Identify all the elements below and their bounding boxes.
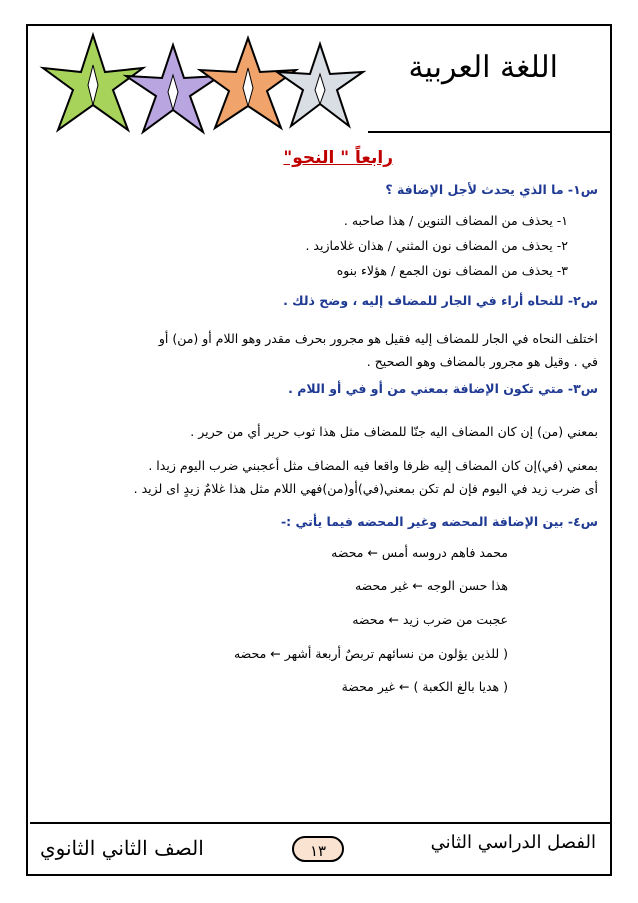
- question-3: س٣- متي تكون الإضافة بمعني من أو في أو اللام .: [288, 381, 598, 396]
- q1-answer-2: ٢- يحذف من المضاف نون المثني / هذان غلامازيد .: [305, 238, 568, 253]
- question-2: س٢- للنحاه أراء في الجار للمضاف إليه ، وضح ذلك .: [283, 293, 598, 308]
- star-icon: [277, 44, 363, 126]
- title-underline: [368, 131, 610, 133]
- q3-answer-2-line-2: أى ضرب زيد في اليوم فإن لم تكن بمعني(في)أو(من)فهي اللام مثل هذا غلامٌ زيدٍ اى لزيد .: [133, 481, 598, 496]
- q1-answer-3: ٣- يحذف من المضاف نون الجمع / هؤلاء بنوه: [336, 263, 568, 278]
- q4-item-2: هذا حسن الوجه ← غير محضه: [354, 578, 508, 593]
- q4-item-4: ( للذين يؤلون من نسائهم تربصٌ أربعة أشهر ← محضه: [233, 646, 508, 661]
- q4-item-1: محمد فاهم دروسه أمس ← محضه: [331, 545, 508, 560]
- footer-divider: [30, 822, 612, 824]
- q2-answer-line-1: اختلف النحاه في الجار للمضاف إليه فقيل هو مجرور بحرف مقدر وهو اللام أو (من) أو: [158, 331, 598, 346]
- page-number-badge: ١٣: [292, 836, 344, 862]
- q4-item-5: ( هديا بالغ الكعبة ) ← غير محضة: [341, 679, 508, 694]
- q4-item-3: عجبت من ضرب زيد ← محضه: [352, 612, 508, 627]
- q2-answer-line-2: في . وقيل هو مجرور بالمضاف وهو الصحيح .: [366, 354, 598, 369]
- question-1: س١- ما الذي يحدث لأجل الإضافة ؟: [385, 182, 598, 197]
- section-title: رابعاً " النحو": [283, 148, 393, 168]
- q3-answer-1: بمعني (من) إن كان المضاف اليه جنّا للمضاف مثل هذا ثوب حرير أي من حرير .: [190, 424, 598, 439]
- q1-answer-1: ١- يحذف من المضاف التنوين / هذا صاحبه .: [343, 213, 568, 228]
- star-icon: [43, 35, 143, 130]
- star-icon: [126, 45, 220, 132]
- subject-title: اللغة العربية: [408, 50, 558, 85]
- q3-answer-2-line-1: بمعني (في)إن كان المضاف إليه ظرفا واقعا فيه المضاف مثل أعجبني ضرب اليوم زيدا .: [148, 458, 598, 473]
- stars-decoration: [38, 30, 378, 140]
- footer-term: الفصل الدراسي الثاني: [430, 832, 596, 853]
- question-4: س٤- بين الإضافة المحضه وغير المحضه فيما يأتي :-: [280, 514, 598, 529]
- footer-grade: الصف الثاني الثانوي: [40, 836, 204, 860]
- star-icon: [200, 38, 296, 128]
